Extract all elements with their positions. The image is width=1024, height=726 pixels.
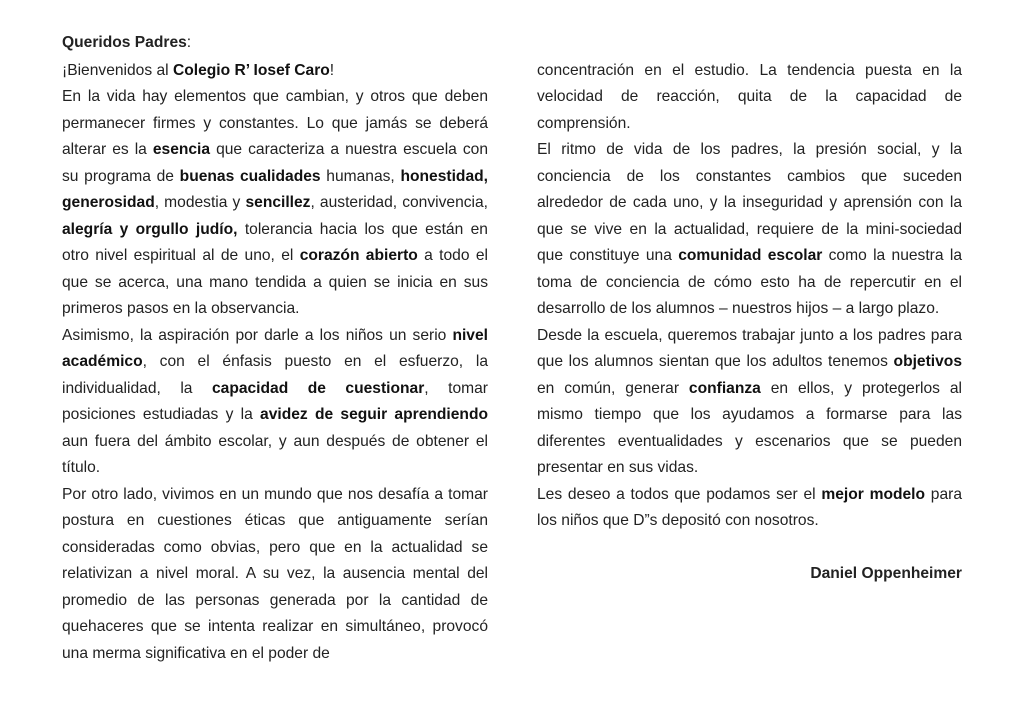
body-text: , con el énfasis puesto en el esfuerzo, la individualidad, la	[62, 353, 488, 397]
welcome-line	[62, 58, 488, 85]
salutation-colon: :	[186, 34, 192, 51]
emphasis-text: confianza	[688, 379, 761, 397]
paragraph-3	[62, 482, 488, 668]
body-text: , modestia y	[154, 194, 246, 211]
emphasis-text: comunidad escolar	[678, 247, 823, 264]
emphasis-text: buenas cualidades	[179, 167, 321, 185]
body-text: aun fuera del ámbito escolar, y aun después de obtener el título.	[62, 432, 488, 476]
emphasis-text: sencillez	[245, 194, 311, 211]
body-text: Les deseo a todos que podamos ser el	[537, 485, 822, 503]
body-text: , austeridad, convivencia,	[310, 194, 489, 211]
paragraph-2	[62, 323, 488, 482]
body-text: que caracteriza a nuestra escuela con su programa de	[62, 141, 488, 185]
body-text: Desde la escuela, queremos trabajar junto a los padres para que los alumnos sientan que los adultos tenemos	[537, 326, 962, 370]
body-text: en común, generar	[537, 379, 689, 397]
body-text: para los niños que D”s depositó con nosotros.	[537, 485, 962, 529]
body-text: a todo el que se acerca, una mano tendida a quien se inicia en sus primeros pasos en la observancia.	[62, 247, 488, 317]
body-text: En la vida hay elementos que cambian, y otros que deben permanecer firmes y constantes. Lo que jamás se deberá alterar es la	[62, 88, 488, 158]
paragraph-6	[537, 482, 962, 535]
emphasis-text: nivel académico	[62, 326, 488, 370]
welcome-post: !	[329, 61, 335, 79]
letter-column-right	[537, 58, 962, 588]
emphasis-text: mejor modelo	[821, 485, 926, 503]
letter-column-left	[62, 30, 488, 667]
emphasis-text: corazón abierto	[299, 247, 418, 264]
paragraph-5	[537, 323, 962, 482]
emphasis-text: avidez de seguir aprendiendo	[260, 406, 489, 423]
welcome-pre: ¡Bienvenidos al	[62, 61, 173, 79]
body-text: , tomar posiciones estudiadas y la	[62, 379, 488, 423]
signature: Daniel Oppenheimer	[810, 565, 962, 582]
body-text: tolerancia hacia los que están en otro nivel espiritual al de uno, el	[62, 220, 488, 264]
emphasis-text: honestidad, generosidad	[62, 167, 488, 211]
emphasis-text: capacidad de cuestionar	[211, 379, 425, 397]
paragraph-4	[537, 137, 962, 323]
paragraph-3-continued	[537, 58, 962, 138]
salutation-name: Queridos Padres	[62, 34, 187, 51]
body-text: El ritmo de vida de los padres, la presión social, y la conciencia de los constantes cambios que suceden alrededor de cada uno, y la inseguridad y aprensión con la que se vive en la actualidad, requiere de la mini-sociedad que constituye una	[537, 141, 962, 264]
emphasis-text: alegría y orgullo judío,	[62, 220, 238, 238]
salutation	[62, 30, 488, 57]
body-text: Asimismo, la aspiración por darle a los niños un serio	[62, 326, 453, 344]
emphasis-text: esencia	[152, 141, 211, 158]
body-text: en ellos, y protegerlos al mismo tiempo que los ayudamos a formarse para las diferentes eventualidades y escenarios que se pueden presentar en sus vidas.	[537, 379, 963, 476]
body-text: concentración en el estudio. La tendencia puesta en la velocidad de reacción, quita de la capacidad de comprensión.	[537, 61, 962, 132]
body-text: Por otro lado, vivimos en un mundo que nos desafía a tomar postura en cuestiones éticas que antiguamente serían consideradas como obvias, pero que en la actualidad se relativizan a nivel moral. A su vez, la ausencia mental del promedio de las personas generada por la cantidad de quehaceres que se intenta realizar en simultáneo, provocó una merma significativa en el poder de	[62, 485, 488, 662]
paragraph-1	[62, 84, 488, 323]
emphasis-text: objetivos	[893, 353, 962, 370]
body-text: humanas,	[320, 167, 401, 185]
body-text: como la nuestra la toma de conciencia de cómo esto ha de repercutir en el desarrollo de los alumnos – nuestros hijos – a largo plazo.	[537, 247, 962, 317]
school-name: Colegio R’ Iosef Caro	[172, 61, 330, 79]
